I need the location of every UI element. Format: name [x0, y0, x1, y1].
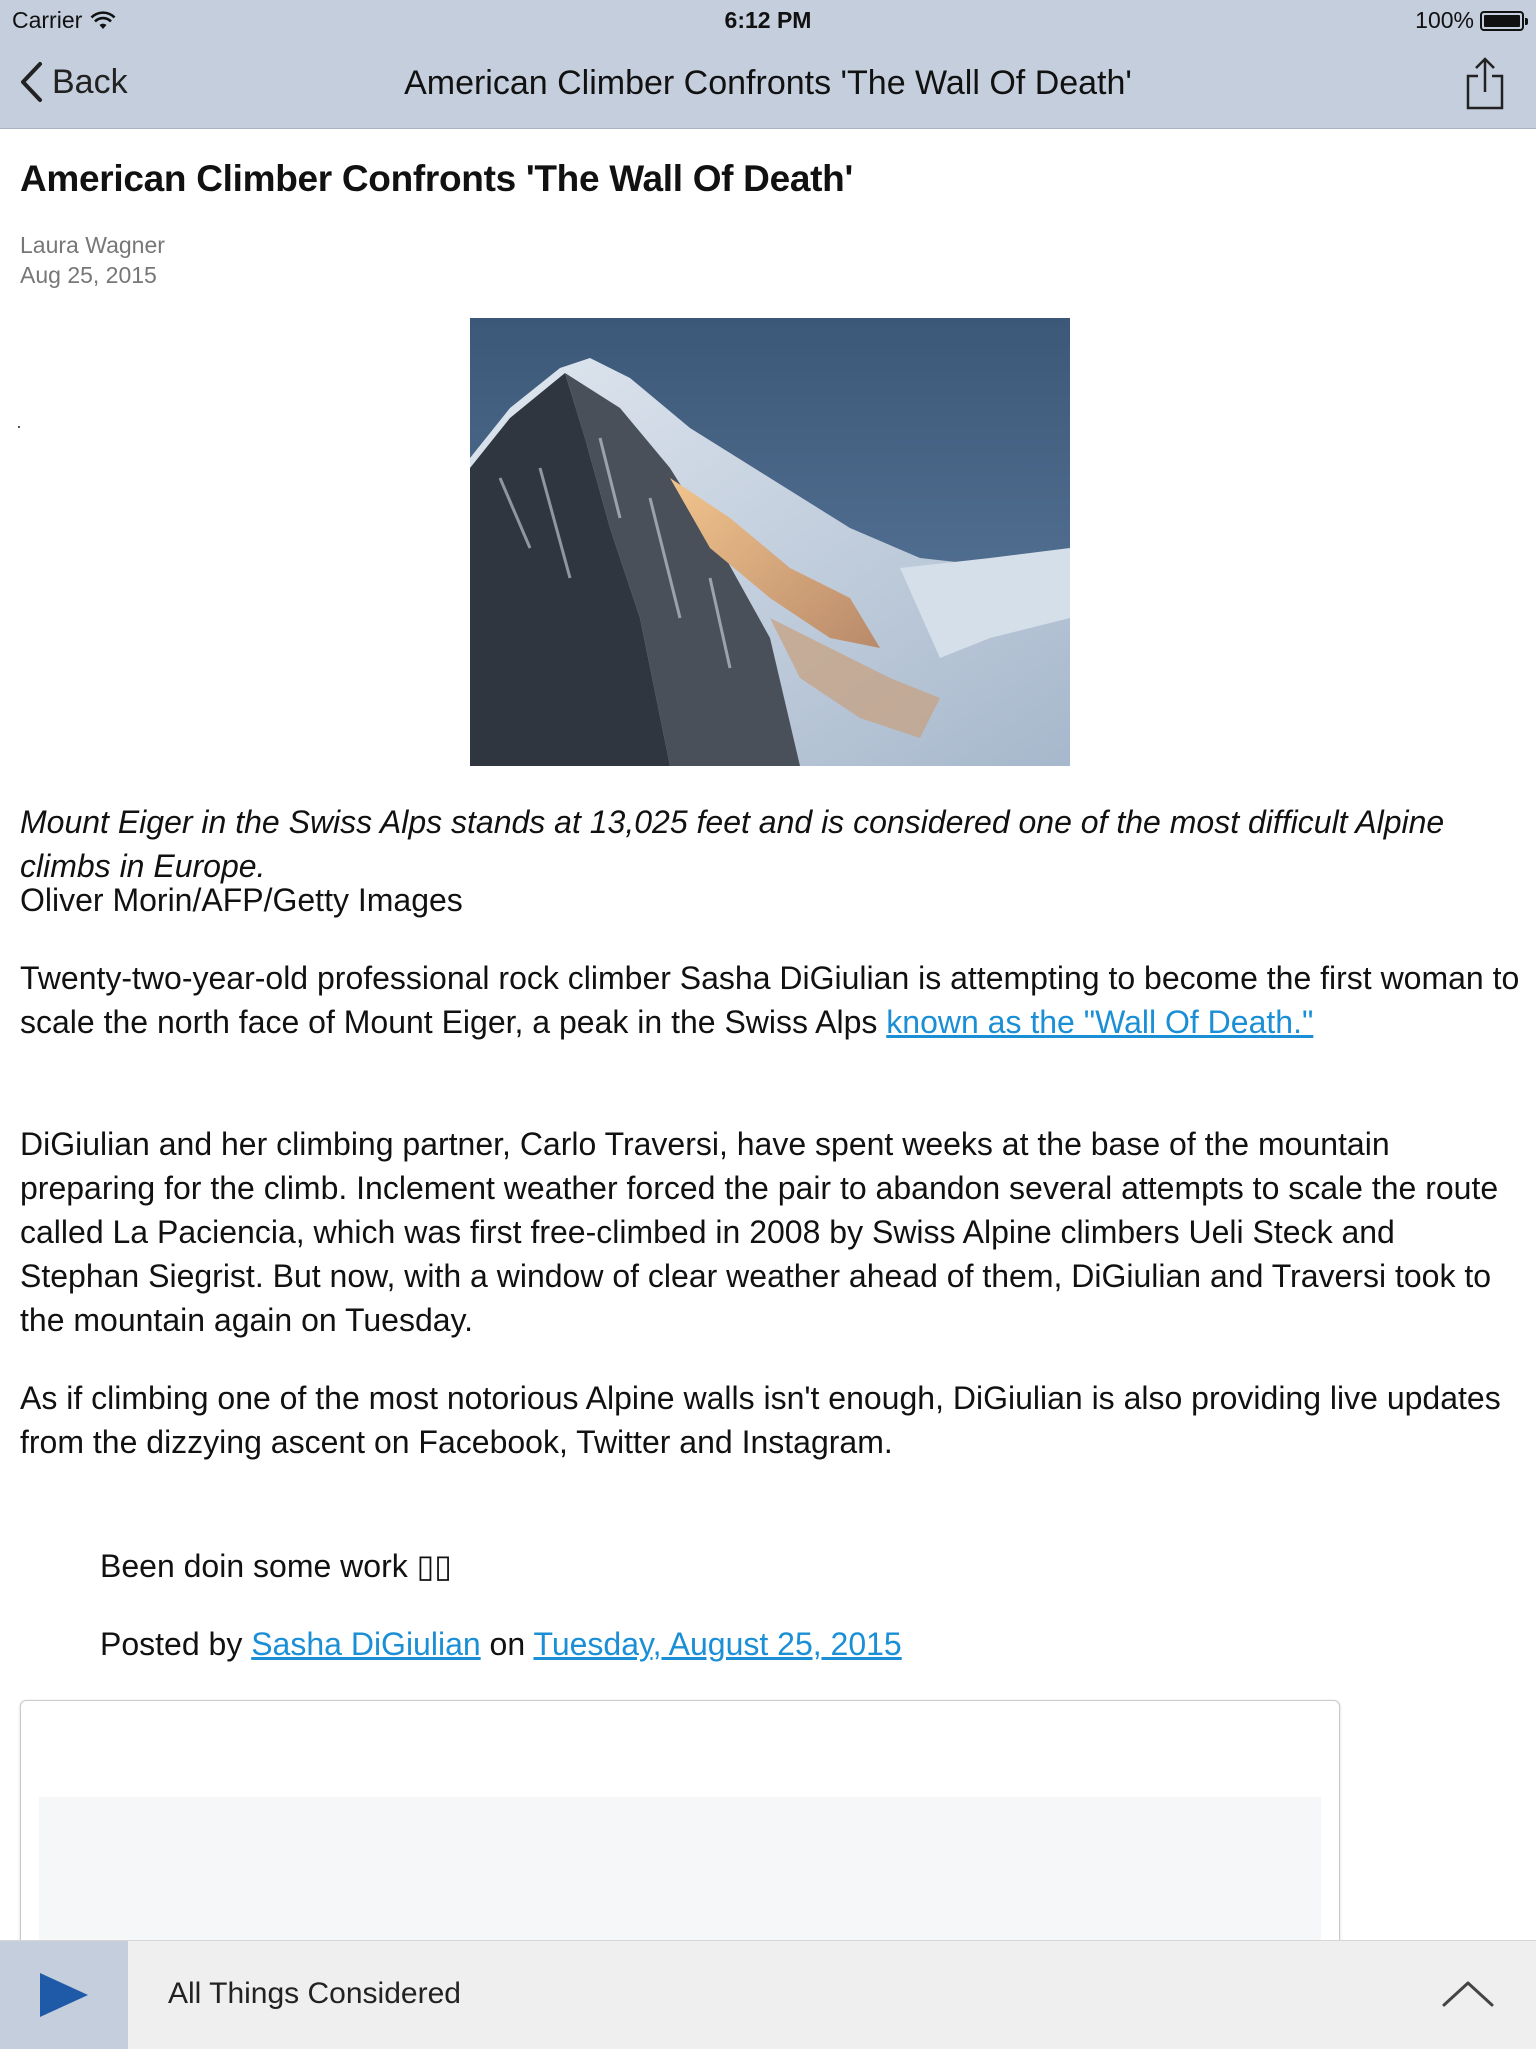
article-content	[20, 128, 1520, 1662]
back-label: Back	[52, 62, 128, 101]
wall-of-death-link[interactable]: known as the "Wall Of Death."	[886, 1004, 1314, 1040]
paragraph-1	[20, 956, 1520, 1044]
image-caption: Mount Eiger in the Swiss Alps stands at 13,025 feet and is considered one of the most difficult Alpine climbs in Europe.	[20, 804, 1445, 884]
posted-prefix: Posted by	[100, 1626, 252, 1662]
article-headline: American Climber Confronts 'The Wall Of Death'	[20, 158, 853, 199]
paragraph-3: As if climbing one of the most notorious Alpine walls isn't enough, DiGiulian is also providing live updates from the dizzying ascent on Facebook, Twitter and Instagram.	[20, 1380, 1501, 1460]
battery-percent: 100%	[1415, 7, 1474, 33]
image-credit: Oliver Morin/AFP/Getty Images	[20, 882, 463, 918]
embed-post-text: Been doin some work ▯▯	[100, 1548, 452, 1584]
posted-by-line	[100, 1622, 902, 1666]
publish-date: Aug 25, 2015	[20, 262, 157, 288]
byline	[20, 230, 1520, 290]
paragraph-2: DiGiulian and her climbing partner, Carlo Traversi, have spent weeks at the base of the mountain preparing for the climb. Inclement weather forced the pair to abandon several attempts to scale the route called La Paciencia, which was first free-climbed in 2008 by Swiss Alpine climbers Ueli Steck and Stephan Siegrist. But now, with a window of clear weather ahead of them, DiGiulian and Traversi took to the mountain again on Tuesday.	[20, 1126, 1499, 1338]
posted-on: on	[480, 1626, 534, 1662]
play-button[interactable]	[0, 1941, 128, 2049]
battery-icon	[1480, 11, 1524, 31]
navigation-bar	[0, 42, 1536, 129]
posted-author-link[interactable]: Sasha DiGiulian	[251, 1626, 481, 1662]
mountain-photo	[470, 318, 1070, 766]
author-name: Laura Wagner	[20, 232, 165, 258]
posted-date-link[interactable]: Tuesday, August 25, 2015	[533, 1626, 902, 1662]
share-icon[interactable]	[1462, 56, 1508, 112]
status-time: 6:12 PM	[724, 7, 812, 33]
program-title: All Things Considered	[168, 1977, 461, 2010]
stray-dot	[18, 426, 20, 428]
play-icon	[0, 1941, 128, 2049]
carrier-label: Carrier	[12, 7, 83, 33]
audio-player	[0, 1940, 1536, 2049]
battery-group	[1415, 7, 1524, 34]
paragraph-1-text: Twenty-two-year-old professional rock climber Sasha DiGiulian is attempting to become the first woman to scale the north face of Mount Eiger, a peak in the Swiss Alps	[20, 960, 1520, 1040]
chevron-up-icon[interactable]	[1440, 1971, 1496, 2017]
status-bar	[0, 0, 1536, 42]
nav-title: American Climber Confronts 'The Wall Of Death'	[404, 64, 1132, 102]
hero-image[interactable]	[470, 318, 1070, 766]
